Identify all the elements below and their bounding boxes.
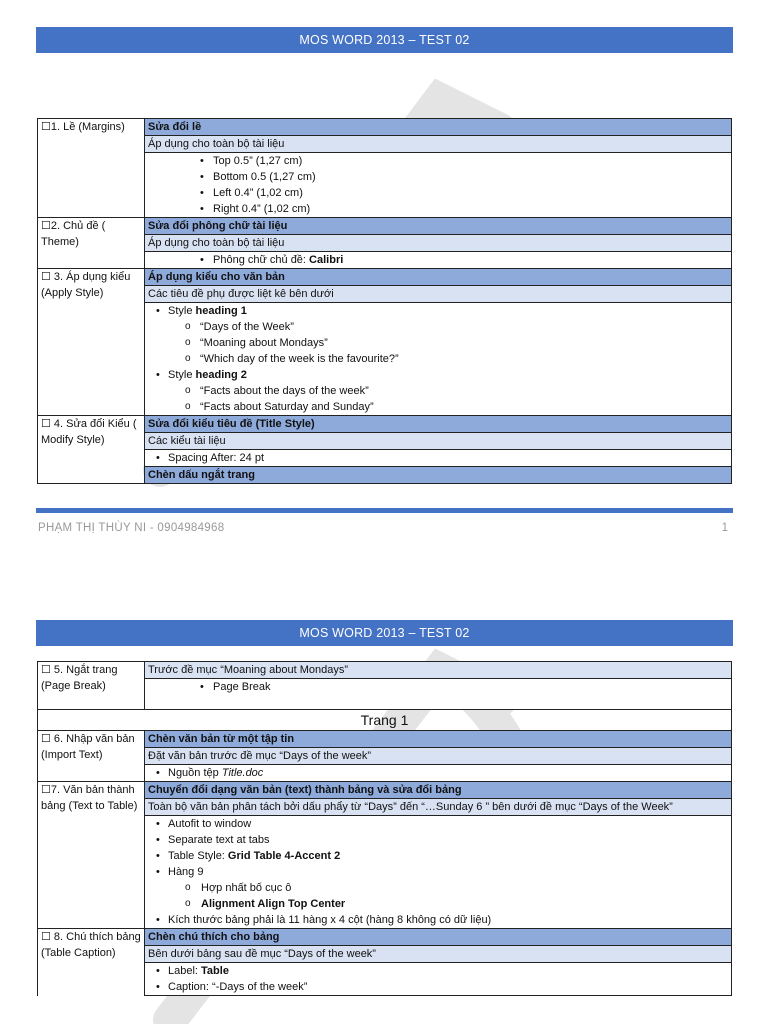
task-label-margins: ☐1. Lề (Margins): [38, 119, 145, 218]
task-label-empty: [38, 467, 145, 484]
task-details: [145, 765, 732, 782]
list-item: • Hàng 9: [148, 864, 728, 880]
task-header: Chèn dấu ngắt trang: [145, 467, 732, 484]
task-label-import-text: ☐ 6. Nhập văn bản (Import Text): [38, 731, 145, 782]
task-subheader: Đặt văn bản trước đề mục “Days of the week”: [145, 748, 732, 765]
task-subheader: Bên dưới bảng sau đề mục “Days of the week”: [145, 946, 732, 963]
list-item: • Style heading 2: [148, 367, 728, 383]
list-item: • Right 0.4” (1,02 cm): [148, 201, 728, 217]
task-subheader: Áp dụng cho toàn bộ tài liệu: [145, 136, 732, 153]
task-header: Chuyển đổi dạng văn bản (text) thành bảng và sửa đổi bảng: [145, 782, 732, 799]
footer-page-number: 1: [721, 522, 728, 534]
list-item: • Top 0.5” (1,27 cm): [148, 153, 728, 169]
footer-author: PHẠM THỊ THÙY NI - 0904984968: [38, 522, 225, 534]
task-details: [145, 252, 732, 269]
task-details: [145, 450, 732, 467]
task-subheader: Áp dụng cho toàn bộ tài liệu: [145, 235, 732, 252]
list-subitem: o “Moaning about Mondays”: [148, 335, 728, 351]
page2-banner: MOS WORD 2013 – TEST 02: [36, 620, 733, 646]
footer-divider: [36, 508, 733, 513]
task-details: [145, 679, 732, 710]
list-subitem: o “Days of the Week”: [148, 319, 728, 335]
task-header: Sửa đổi phông chữ tài liệu: [145, 218, 732, 235]
task-header: Chèn chú thích cho bảng: [145, 929, 732, 946]
list-subitem: o “Which day of the week is the favourite?”: [148, 351, 728, 367]
list-item: • Left 0.4” (1,02 cm): [148, 185, 728, 201]
task-header: Chèn văn bản từ một tập tin: [145, 731, 732, 748]
list-subitem: o “Facts about the days of the week”: [148, 383, 728, 399]
task-subheader: Các tiêu đề phụ được liệt kê bên dưới: [145, 286, 732, 303]
task-details: [145, 303, 732, 416]
task-subheader: Trước đề mục “Moaning about Mondays”: [145, 662, 732, 679]
list-item: • Bottom 0.5 (1,27 cm): [148, 169, 728, 185]
task-header: Sửa đổi kiểu tiêu đề (Title Style): [145, 416, 732, 433]
list-subitem: o Alignment Align Top Center: [148, 896, 728, 912]
list-item: • Style heading 1: [148, 303, 728, 319]
page1-banner: MOS WORD 2013 – TEST 02: [36, 27, 733, 53]
list-item: • Autofit to window: [148, 816, 728, 832]
task-details: [145, 153, 732, 218]
task-details: [145, 816, 732, 929]
task-label-apply-style: ☐ 3. Áp dụng kiểu (Apply Style): [38, 269, 145, 416]
list-item: • Table Style: Grid Table 4-Accent 2: [148, 848, 728, 864]
page2-task-table: [37, 661, 732, 996]
list-item: • Kích thước bảng phải là 11 hàng x 4 cột (hàng 8 không có dữ liệu): [148, 912, 728, 928]
task-label-modify-style: ☐ 4. Sửa đổi Kiểu ( Modify Style): [38, 416, 145, 467]
list-item: • Nguồn tệp Title.doc: [148, 765, 728, 781]
task-header: Áp dụng kiểu cho văn bản: [145, 269, 732, 286]
task-label-theme: ☐2. Chủ đề ( Theme): [38, 218, 145, 269]
list-item: • Phông chữ chủ đề: Calibri: [148, 252, 728, 268]
list-item: • Label: Table: [148, 963, 728, 979]
task-subheader: Toàn bộ văn bản phân tách bởi dấu phẩy từ “Days” đến “…Sunday 6 ” bên dưới đề mục “Days of the Week”: [145, 799, 732, 816]
list-subitem: o Hợp nhất bố cục ô: [148, 880, 728, 896]
task-label-page-break: ☐ 5. Ngắt trang (Page Break): [38, 662, 145, 710]
list-item: • Separate text at tabs: [148, 832, 728, 848]
list-item: • Caption: “-Days of the week”: [148, 979, 728, 995]
page1-task-table: [37, 118, 732, 484]
section-title: Trang 1: [38, 710, 732, 731]
task-label-text-to-table: ☐7. Văn bản thành bảng (Text to Table): [38, 782, 145, 929]
list-subitem: o “Facts about Saturday and Sunday”: [148, 399, 728, 415]
task-subheader: Các kiểu tài liệu: [145, 433, 732, 450]
list-item: • Page Break: [148, 679, 728, 695]
task-header: Sửa đổi lề: [145, 119, 732, 136]
list-item: • Spacing After: 24 pt: [148, 450, 728, 466]
task-label-table-caption: ☐ 8. Chú thích bảng (Table Caption): [38, 929, 145, 996]
task-details: [145, 963, 732, 996]
